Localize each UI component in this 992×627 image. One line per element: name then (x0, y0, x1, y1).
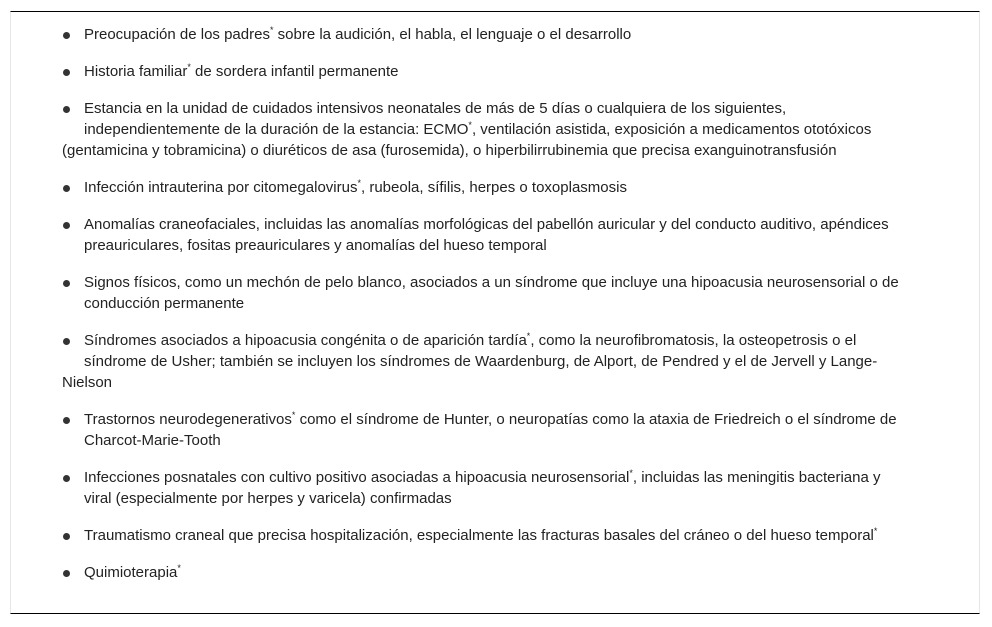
item-text: Infecciones posnatales con cultivo positivo asociadas a hipoacusia neurosensorial (84, 469, 630, 486)
list-item (62, 272, 962, 314)
item-text: Síndromes asociados a hipoacusia congénita o de aparición tardía (84, 332, 527, 349)
risk-factors-list (62, 24, 962, 599)
list-item (62, 330, 962, 393)
bullet-icon (63, 417, 70, 424)
item-text: síndrome de Usher; también se incluyen los síndromes de Waardenburg, de Alport, de Pendred y el de Jervell y Lange- (84, 353, 878, 370)
item-text: de sordera infantil permanente (190, 63, 399, 80)
list-item (62, 24, 962, 45)
list-item (62, 61, 962, 82)
item-text: conducción permanente (84, 295, 245, 312)
item-text: Infección intrauterina por citomegalovirus (84, 179, 358, 196)
item-text: Historia familiar (84, 63, 188, 80)
item-text: preauriculares, fositas preauriculares y anomalías del hueso temporal (84, 237, 547, 254)
footnote-marker: * (468, 120, 472, 130)
list-item (62, 214, 962, 256)
item-text: independientemente de la duración de la estancia: ECMO (84, 121, 469, 138)
item-text: , como la neurofibromatosis, la osteopetrosis o el (530, 332, 857, 349)
item-text: , rubeola, sífilis, herpes o toxoplasmosis (361, 179, 627, 196)
item-text: Anomalías craneofaciales, incluidas las anomalías morfológicas del pabellón auricular y del conducto auditivo, apéndices (84, 216, 889, 233)
item-text: Signos físicos, como un mechón de pelo blanco, asociados a un síndrome que incluye una hipoacusia neurosensorial o de (84, 274, 899, 291)
footnote-marker: * (177, 563, 181, 573)
item-text: Quimioterapia (84, 564, 178, 581)
item-text: Charcot-Marie-Tooth (84, 432, 221, 449)
item-text: , incluidas las meningitis bacteriana y (632, 469, 881, 486)
item-text: viral (especialmente por herpes y varicela) confirmadas (84, 490, 452, 507)
bullet-icon (63, 280, 70, 287)
footnote-marker: * (526, 331, 531, 341)
footnote-marker: * (187, 62, 191, 72)
item-text: Estancia en la unidad de cuidados intensivos neonatales de más de 5 días o cualquiera de los siguientes, (84, 100, 787, 117)
footnote-marker: * (873, 526, 878, 536)
risk-factors-panel (10, 11, 980, 614)
item-text: Nielson (62, 374, 113, 391)
item-text: Preocupación de los padres (84, 26, 270, 43)
bullet-icon (63, 475, 70, 482)
bullet-icon (63, 533, 70, 540)
item-text: como el síndrome de Hunter, o neuropatías como la ataxia de Friedreich o el síndrome de (295, 411, 897, 428)
bullet-icon (63, 570, 70, 577)
bullet-icon (63, 32, 70, 39)
bullet-icon (63, 185, 70, 192)
item-text: sobre la audición, el habla, el lenguaje o el desarrollo (273, 26, 632, 43)
footnote-marker: * (357, 178, 361, 188)
list-item (62, 467, 962, 509)
footnote-marker: * (269, 25, 274, 35)
list-item (62, 562, 962, 583)
footnote-marker: * (291, 410, 296, 420)
item-text: Trastornos neurodegenerativos (84, 411, 292, 428)
item-text: Traumatismo craneal que precisa hospitalización, especialmente las fracturas basales del cráneo o del hueso temporal (84, 527, 874, 544)
list-item (62, 177, 962, 198)
item-text: (gentamicina y tobramicina) o diuréticos de asa (furosemida), o hiperbilirrubinemia que precisa exanguinotransfusión (62, 142, 837, 159)
item-text: , ventilación asistida, exposición a medicamentos ototóxicos (471, 121, 872, 138)
footnote-marker: * (629, 468, 633, 478)
bullet-icon (63, 69, 70, 76)
bullet-icon (63, 222, 70, 229)
bullet-icon (63, 338, 70, 345)
list-item (62, 98, 962, 161)
bullet-icon (63, 106, 70, 113)
list-item (62, 409, 962, 451)
list-item (62, 525, 962, 546)
